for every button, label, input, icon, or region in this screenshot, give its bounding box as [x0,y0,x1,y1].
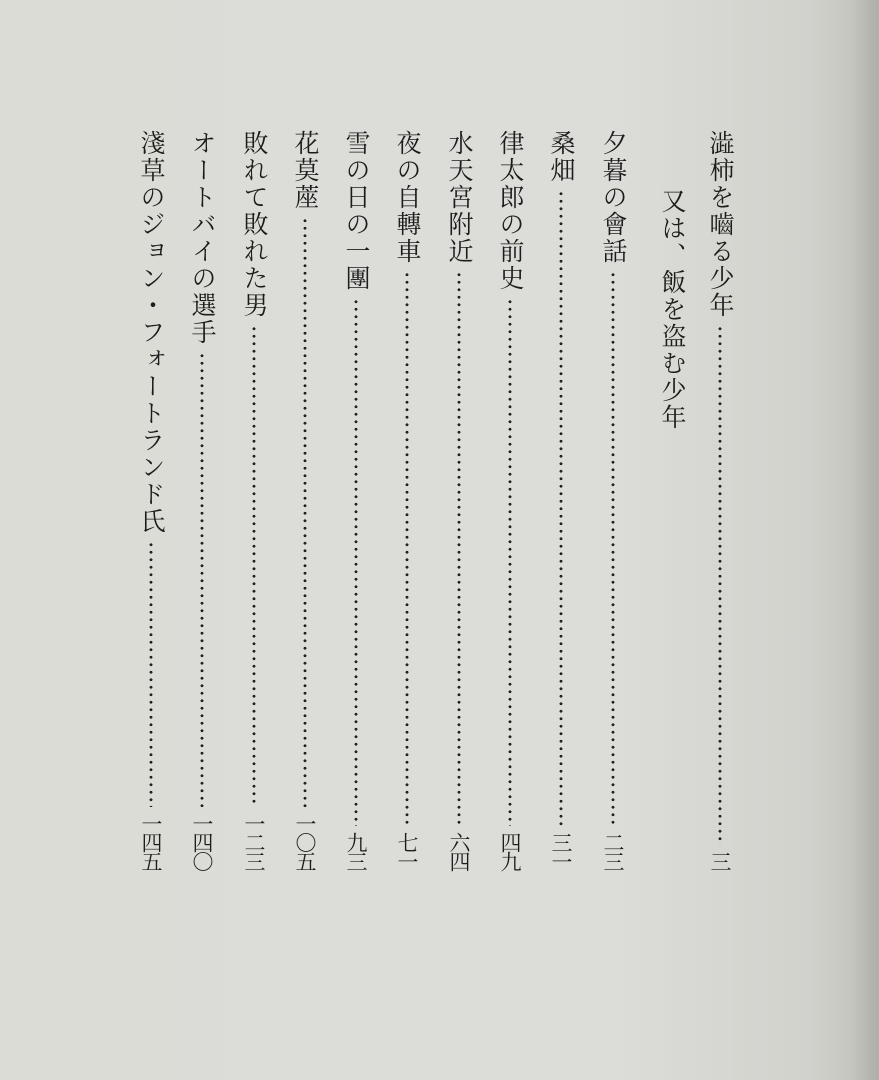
leader-dots [252,325,256,807]
toc-entry-page: 九三 [344,832,368,870]
toc-entry-title: 雪の日の一團 [342,130,371,292]
toc-entry-title: 澁柿を嚙る少年 [706,130,735,319]
page-edge-shadow [849,0,879,1080]
toc-entry-page: 四九 [498,832,522,870]
toc-entry-title: 夕暮の會話 [599,130,628,265]
toc-entry-page: 三一 [549,832,573,870]
toc-entry-kuwabatake [541,130,581,870]
leader-dots [200,352,204,807]
toc-entry-title: 水天宮附近 [445,130,474,265]
toc-entry-page: 一二三 [242,813,266,870]
toc-entry-otobai [182,130,222,870]
leader-dots [149,541,153,807]
leader-dots [457,271,461,826]
toc-entry-yaburete [234,130,274,870]
toc-entry-page: 六四 [447,832,471,870]
toc-entry-yoru-no-jitensha [387,130,427,870]
toc-entry-yuki-no-hi [336,130,376,870]
leader-dots [508,298,512,826]
toc-entry-title: 桑畑 [547,130,576,184]
toc-entry-title: 花莫蓙 [291,130,320,211]
toc-entry-title: 淺草のジョン・フォートランド氏 [137,130,166,535]
toc-entry-page: 一四五 [139,813,163,870]
toc-entry-title: オートバイの選手 [188,130,217,346]
toc-entry-asakusa [131,130,171,870]
leader-dots [718,325,722,845]
toc-entry-suitengu [439,130,479,870]
table-of-contents [0,130,879,890]
toc-entry-title: 敗れて敗れた男 [240,130,269,319]
leader-dots [611,271,615,826]
toc-entry-page: 一四〇 [190,813,214,870]
toc-entry-page: 七一 [395,832,419,870]
leader-dots [405,271,409,826]
leader-dots [354,298,358,826]
toc-entry-page: 三 [708,851,732,870]
toc-entry-page: 二三 [601,832,625,870]
toc-entry-title: 律太郎の前史 [496,130,525,292]
leader-dots [303,217,307,807]
leader-dots [559,190,563,826]
toc-entry-yugure [593,130,633,870]
toc-entry-subtitle: 又は、飯を盗む少年 [658,188,687,431]
toc-entry-ritsutaro [490,130,530,870]
toc-entry-shibugaki [700,130,740,870]
toc-entry-title: 夜の自轉車 [393,130,422,265]
toc-entry-page: 一〇五 [293,813,317,870]
toc-entry-hanagoza [285,130,325,870]
